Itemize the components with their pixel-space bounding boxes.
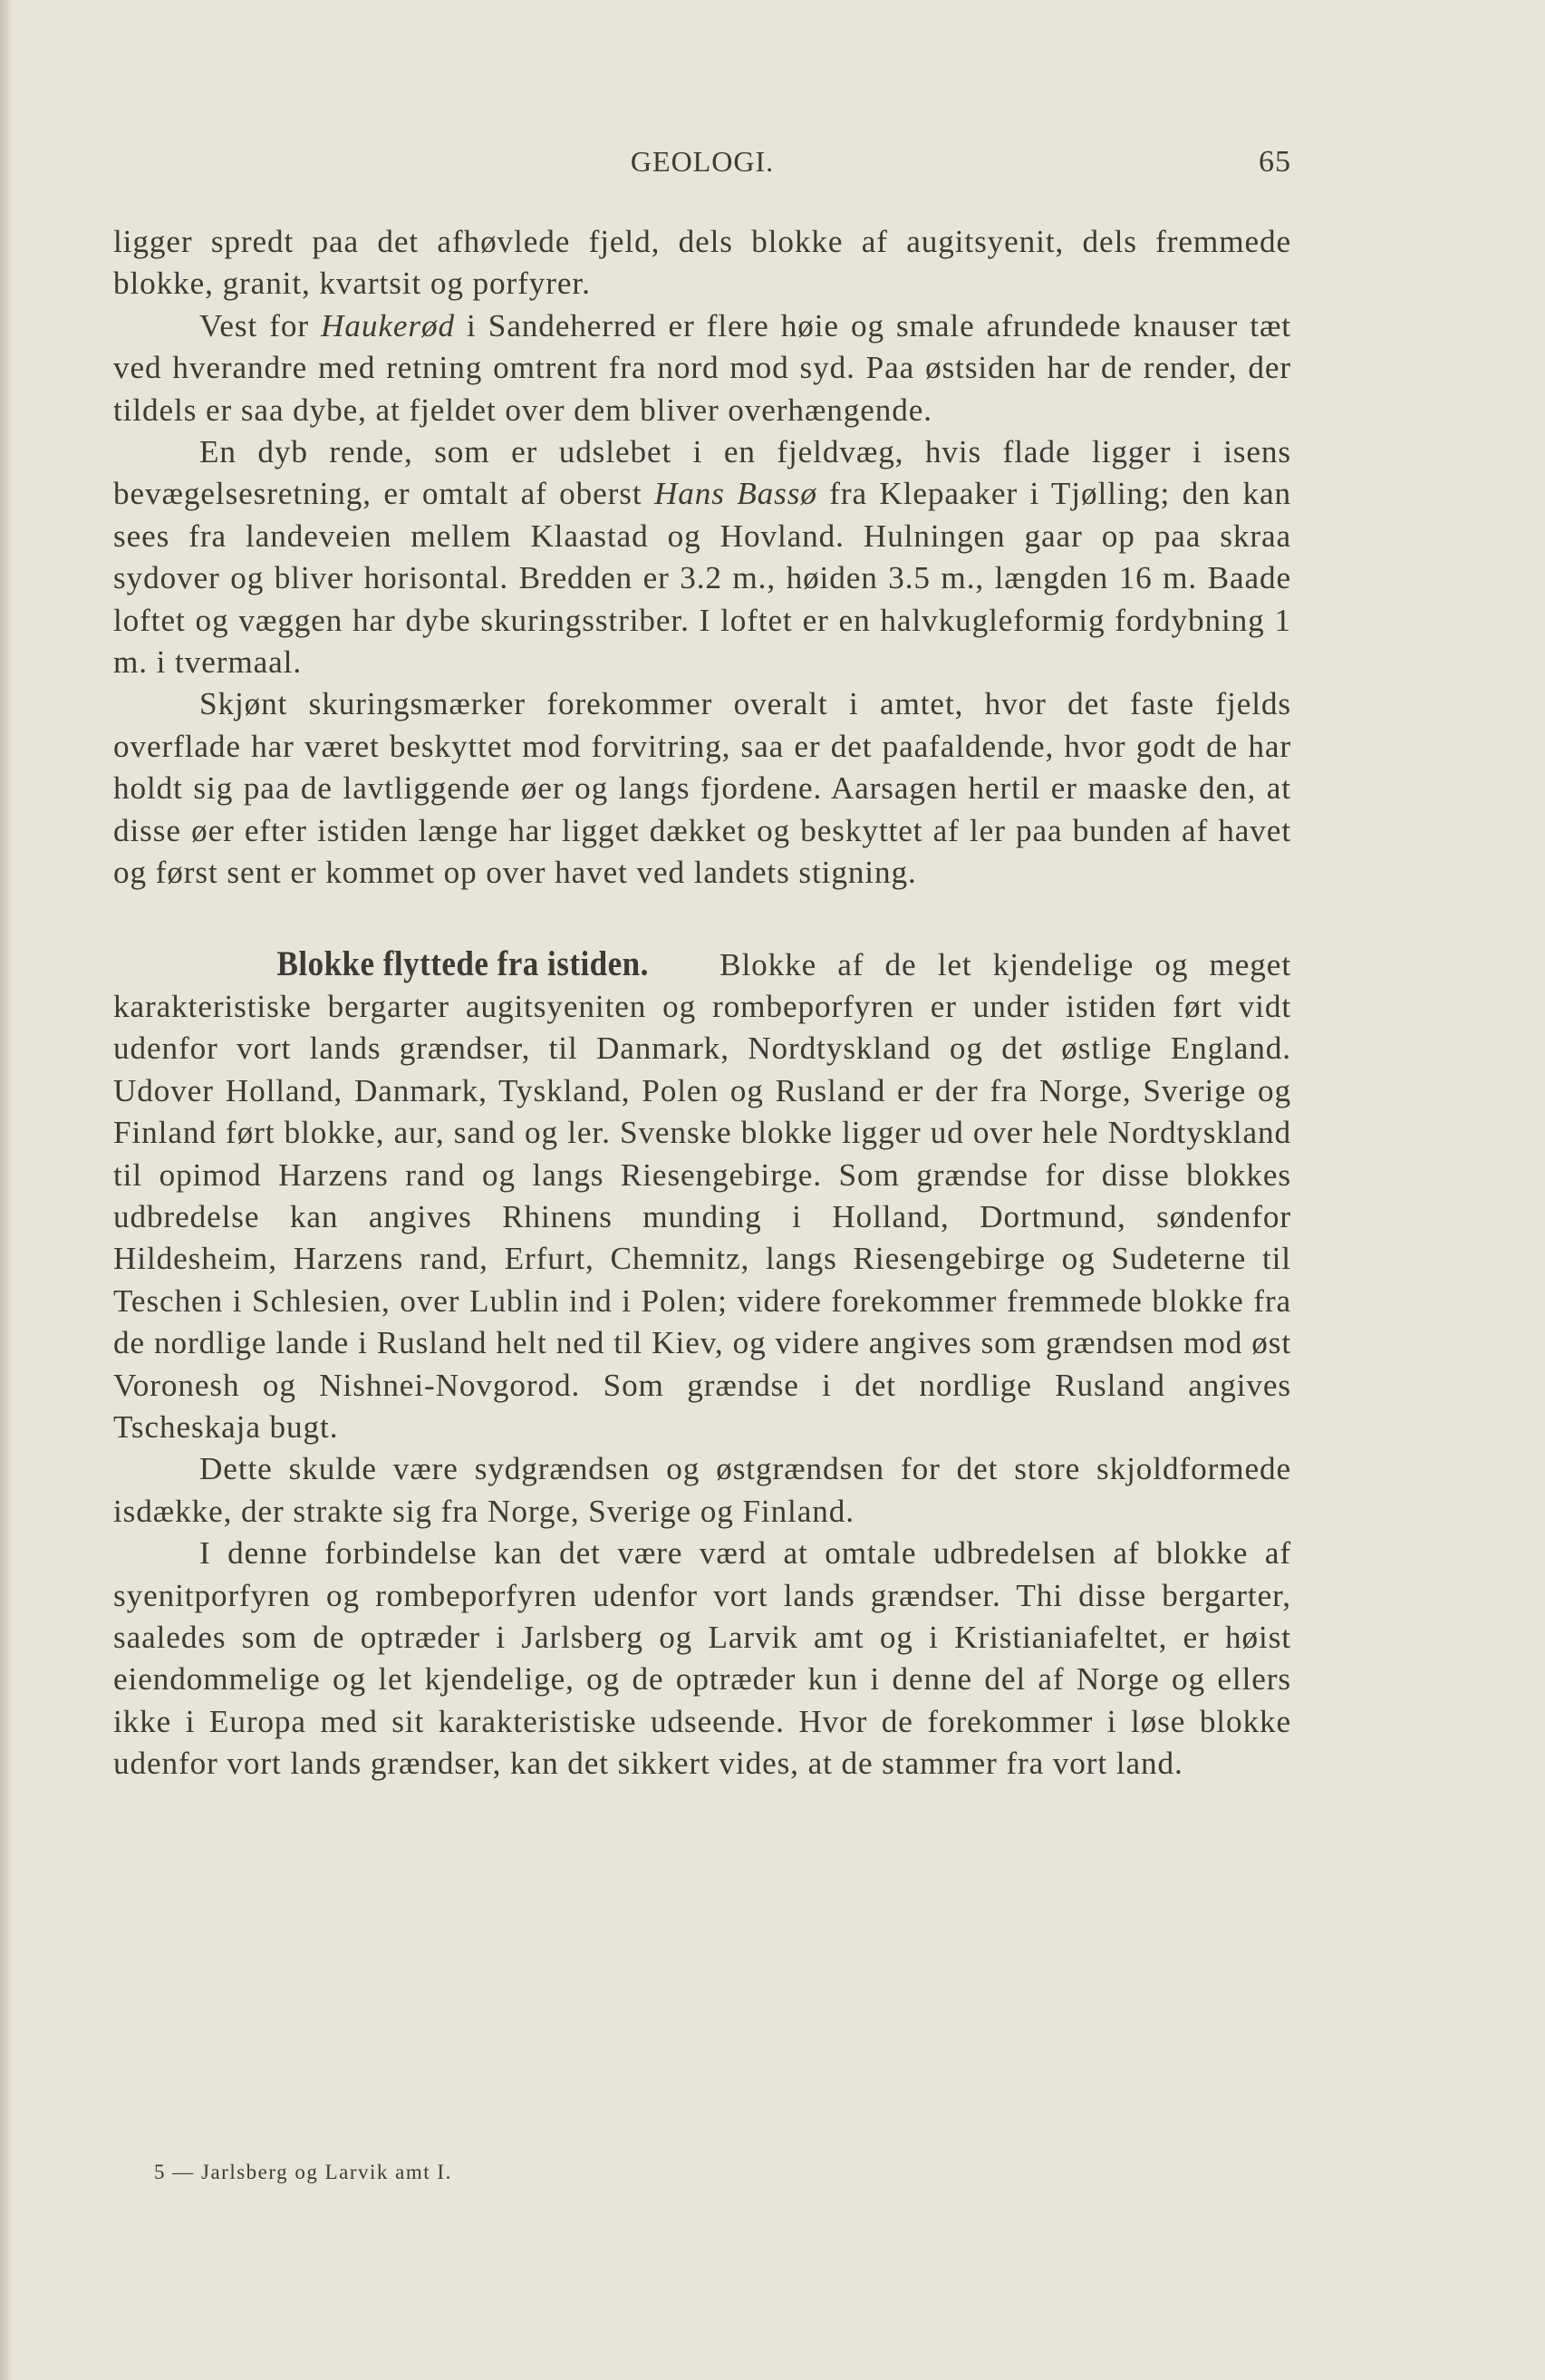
text-run: i Sandeherred er flere høie og smale afrundede knauser tæt ved hverandre med retning omtrent fra nord mod syd. Paa østsiden har de render, der tildels er saa dybe, at fjeldet over dem bliver overhængende. (113, 307, 1291, 428)
text-run: Dette skulde være sydgrændsen og østgrændsen for det store skjoldformede isdække, der strakte sig fra Norge, Sverige og Finland. (113, 1451, 1291, 1529)
italic-name: Haukerød (321, 307, 455, 343)
paragraph (113, 221, 1291, 305)
page-edge-shadow (0, 0, 13, 2380)
paragraph (113, 431, 1291, 683)
text-run: Vest for (199, 307, 322, 343)
section-heading: Blokke flyttede fra istiden. (276, 943, 649, 983)
text-run: Blokke af de let kjendelige og meget karakteristiske bergarter augitsyeniten og rombeporfyren er under istiden ført vidt udenfor vort lands grændser, til Danmark, Nordtyskland og det østlige England. Udover Holland, Danmark, Tyskland, Polen og Rusland er der fra Norge, Sverige og Finland ført blokke, aur, sand og ler. Svenske blokke ligger ud over hele Nordtyskland til opimod Harzens rand og langs Riesengebirge. Som grændse for disse blokkes udbredelse kan angives Rhinens munding i Holland, Dortmund, søndenfor Hildesheim, Harzens rand, Erfurt, Chemnitz, langs Riesengebirge og Sudeterne til Teschen i Schlesien, over Lublin ind i Polen; videre forekommer fremmede blokke fra de nordlige lande i Rusland helt ned til Kiev, og videre angives som grændsen mod øst Voronesh og Nishnei-Novgorod. Som grændse i det nordlige Rusland angives Tscheskaja bugt. (113, 946, 1291, 1445)
text-run: fra Klepaaker i Tjølling; den kan sees fra landeveien mellem Klaastad og Hovland. Hulningen gaar op paa skraa sydover og bliver horisontal. Bredden er 3.2 m., høiden 3.5 m., længden 16 m. Baade loftet og væggen har dybe skuringsstriber. I loftet er en halvkugleformig fordybning 1 m. i tvermaal. (113, 476, 1291, 681)
paragraph (113, 305, 1291, 431)
text-run: Skjønt skuringsmærker forekommer overalt i amtet, hvor det faste fjelds overflade har været beskyttet mod forvitring, saa er det paafaldende, hvor godt de har holdt sig paa de lavtliggende øer og langs fjordene. Aarsagen hertil er maaske den, at disse øer efter istiden længe har ligget dækket og beskyttet af ler paa bunden af havet og først sent er kommet op over havet ved landets stigning. (113, 686, 1291, 891)
paragraph (113, 943, 1291, 1449)
footer-signature: 5 — Jarlsberg og Larvik amt I. (154, 2161, 452, 2183)
paragraph (113, 1533, 1291, 1785)
text-run: I denne forbindelse kan det være værd at omtale udbredelsen af blokke af syenitporfyren og rombeporfyren udenfor vort lands grændser. Thi disse bergarter, saaledes som de optræder i Jarlsberg og Larvik amt og i Kristianiafeltet, er høist eiendommelige og let kjendelige, og de optræder kun i denne del af Norge og ellers ikke i Europa med sit karakteristiske udseende. Hvor de forekommer i løse blokke udenfor vort lands grændser, kan det sikkert vides, at de stammer fra vort land. (113, 1535, 1291, 1782)
paragraph (113, 1448, 1291, 1533)
running-title: GEOLOGI. (630, 145, 775, 178)
text-run: ligger spredt paa det afhøvlede fjeld, dels blokke af augitsyenit, dels fremmede blokke, granit, kvartsit og porfyrer. (113, 224, 1291, 302)
paragraph (113, 683, 1291, 894)
body-text (113, 221, 1291, 1785)
text-run: En dyb rende, som er udslebet i en fjeldvæg, hvis flade ligger i isens bevægelsesretning, er omtalt af oberst (113, 434, 1291, 512)
page-number: 65 (1259, 145, 1291, 179)
italic-name: Hans Bassø (653, 476, 817, 512)
page-header (113, 145, 1291, 190)
